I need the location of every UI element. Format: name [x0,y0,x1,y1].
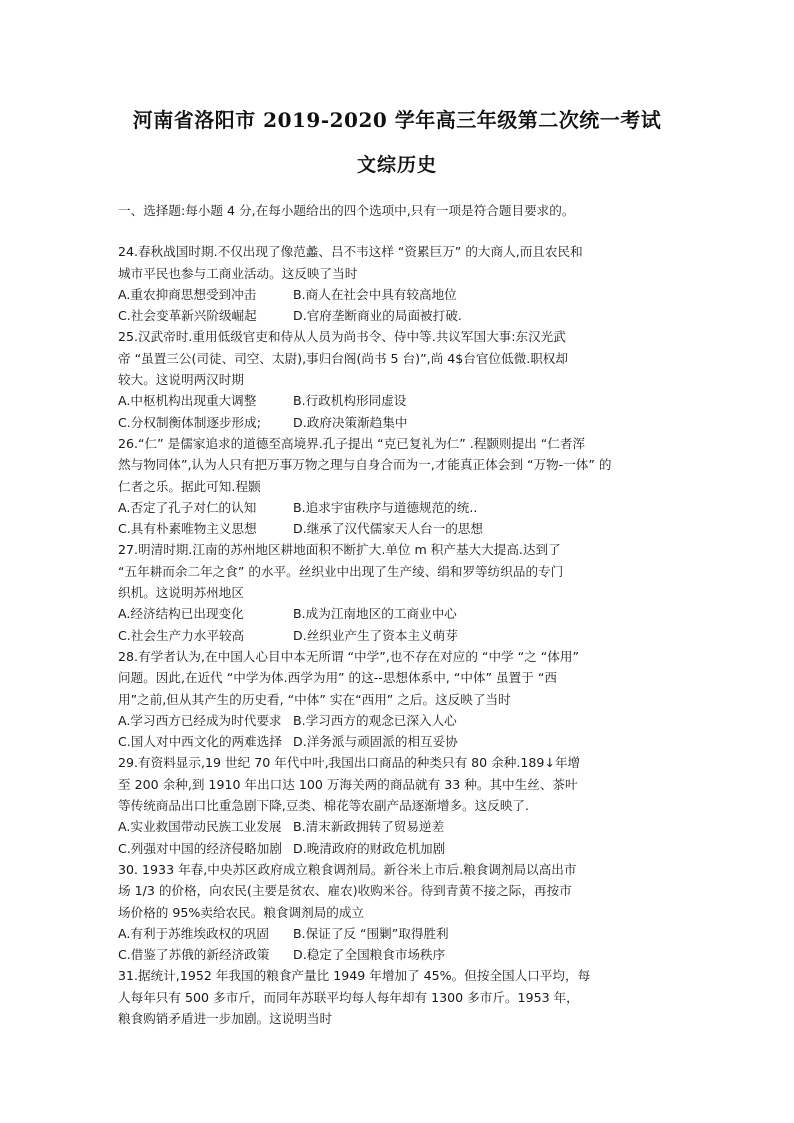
section-gap [118,221,678,241]
answer-option: A.实业救国带动民族工业发展 [118,819,282,835]
answer-option: C.列强对中国的经济侵略加剧 [118,840,282,856]
answer-options-row [118,497,678,518]
answer-options-row [118,816,678,837]
question-text-line: 28.有学者认为,在中国人心目中本无所谓 “中学”,也不存在对应的 “中学 “之 “体用” [118,648,580,664]
answer-option: D.丝织业产生了资本主义萌芽 [293,627,458,643]
answer-option: D.稳定了全国粮食市场秩序 [293,947,446,963]
question-text-line: 27.明清时期.江南的苏州地区耕地面积不断扩大.单位 m 积产基大大提高.达到了 [118,542,561,558]
question-text-line: 城市平民也参与工商业活动。这反映了当时 [118,265,358,281]
question-text-line: 29.有资料显示,19 世纪 70 年代中叶,我国出口商品的种类只有 80 余种.189↓年增 [118,755,581,771]
answer-option: B.成为江南地区的工商业中心 [293,606,457,622]
answer-options-row [118,923,678,944]
answer-option: B.学习西方的观念已深入人心 [293,712,457,728]
answer-option: A.有利于苏维埃政权的巩固 [118,925,269,941]
answer-option: A.经济结构已出现变化 [118,606,244,622]
section-intro: 一、选择题:每小题 4 分,在每小题给出的四个选项中,只有一项是符合题目要求的。 [118,203,575,218]
document-body [118,200,678,1029]
answer-options-row [118,625,678,646]
answer-option: B.保证了反 “围剿”取得胜利 [293,925,449,941]
answer-option: C.社会生产力水平较高 [118,627,245,643]
question-text-line: 30. 1933 年春,中央苏区政府成立粮食调剂局。新谷米上市后.粮食调剂局以高出市 [118,861,577,877]
question-text-line: 问题。因此,在近代 “中学为体.西学为用” 的这--思想体系中, “中体” 虽置于 “西 [118,670,557,686]
answer-option: B.清末新政拥转了贸易逆差 [293,819,445,835]
answer-option: A.学习西方已经成为时代要求 [118,712,282,728]
answer-option: D.官府垄断商业的局面被打破. [293,308,462,324]
answer-options-row [118,944,678,965]
answer-option: D.继承了汉代儒家天人台一的思想 [293,521,484,537]
page-title: 河南省洛阳市 2019-2020 学年高三年级第二次统一考试 [132,108,662,132]
question-text-line: 仁者之乐。据此可知.程颢 [118,478,261,494]
answer-option: C.国人对中西文化的两难选择 [118,734,282,750]
question-lines [118,241,678,1029]
question-text-line: 31.据统计,1952 年我国的粮食产量比 1949 年增加了 45%。但按全国人口平均，每 [118,968,591,984]
answer-options-row [118,731,678,752]
question-text-line: 粮食购销矛盾进一步加剧。这说明当时 [118,1010,333,1026]
question-text-line: 24.春秋战国时期.不仅出现了像范蠡、吕不韦这样 “资累巨万” 的大商人,而且农民和 [118,244,583,260]
answer-options-row [118,710,678,731]
question-text-line: 场价格的 95%卖给农民。粮食调剂局的成立 [118,904,365,920]
answer-options-row [118,518,678,539]
answer-option: C.具有朴素唯物主义思想 [118,521,257,537]
answer-option: D.洋务派与顽固派的相互妥协 [293,734,458,750]
page-subtitle: 文综历史 [356,154,437,176]
question-text-line: 人每年只有 500 多市斤，而同年苏联平均每人每年却有 1300 多市斤。1953 年， [118,989,579,1005]
answer-options-row [118,412,678,433]
answer-option: D.政府决策渐趋集中 [293,414,408,430]
answer-option: B.追求宇宙秩序与道德规范的统.. [293,499,478,515]
answer-option: C.社会变革新兴阶级崛起 [118,308,257,324]
answer-options-row [118,838,678,859]
question-text-line: 较大。这说明两汉时期 [118,372,244,388]
question-text-line: 至 200 余种,到 1910 年出口达 100 万海关两的商品就有 33 种。其中生丝、茶叶 [118,776,578,792]
answer-option: C.借鉴了苏俄的新经济政策 [118,947,270,963]
answer-option: C.分权制衡体制逐步形成; [118,414,261,430]
answer-option: D.晚清政府的财政危机加剧 [293,840,446,856]
answer-options-row [118,603,678,624]
answer-option: B.商人在社会中具有较高地位 [293,286,457,302]
answer-options-row [118,284,678,305]
question-text-line: 25.汉武帝时.重用低级官吏和侍从人员为尚书令、侍中等.共议军国大事:东汉光武 [118,329,566,345]
answer-option: B.行政机构形同虚设 [293,393,407,409]
question-text-line: 等传统商品出口比重急剧下降,豆类、棉花等农副产品逐渐增多。这反映了. [118,798,530,814]
question-text-line: 场 1/3 的价格，向农民(主要是贫农、雇农)收购米谷。待到青黄不接之际，再按市 [118,883,572,899]
question-text-line: 用”之前,但从其产生的历史看, “中体” 实在“西用” 之后。这反映了当时 [118,691,511,707]
question-text-line: 26.“仁” 是儒家追求的道德至高境界.孔子提出 “克已复礼为仁” .程颢则提出 “仁者浑 [118,435,586,451]
question-text-line: 帝 “虽置三公(司徒、司空、太尉),事归台阁(尚书 5 台)”,尚 4$台官位低微.职权却 [118,350,568,366]
answer-option: A.否定了孔子对仁的认知 [118,499,257,515]
answer-option: A.中枢机构出现重大调整 [118,393,257,409]
question-text-line: 织机。这说明苏州地区 [118,585,244,601]
answer-options-row [118,305,678,326]
question-text-line: 然与物同体”,认为人只有把万事万物之理与自身合而为一,才能真正体会到 “万物-一体” 的 [118,457,612,473]
question-text-line: “五年耕而余二年之食” 的水平。丝织业中出现了生产绫、绢和罗等纺织品的专门 [118,563,564,579]
answer-option: A.重农抑商思想受到冲击 [118,286,257,302]
answer-options-row [118,390,678,411]
